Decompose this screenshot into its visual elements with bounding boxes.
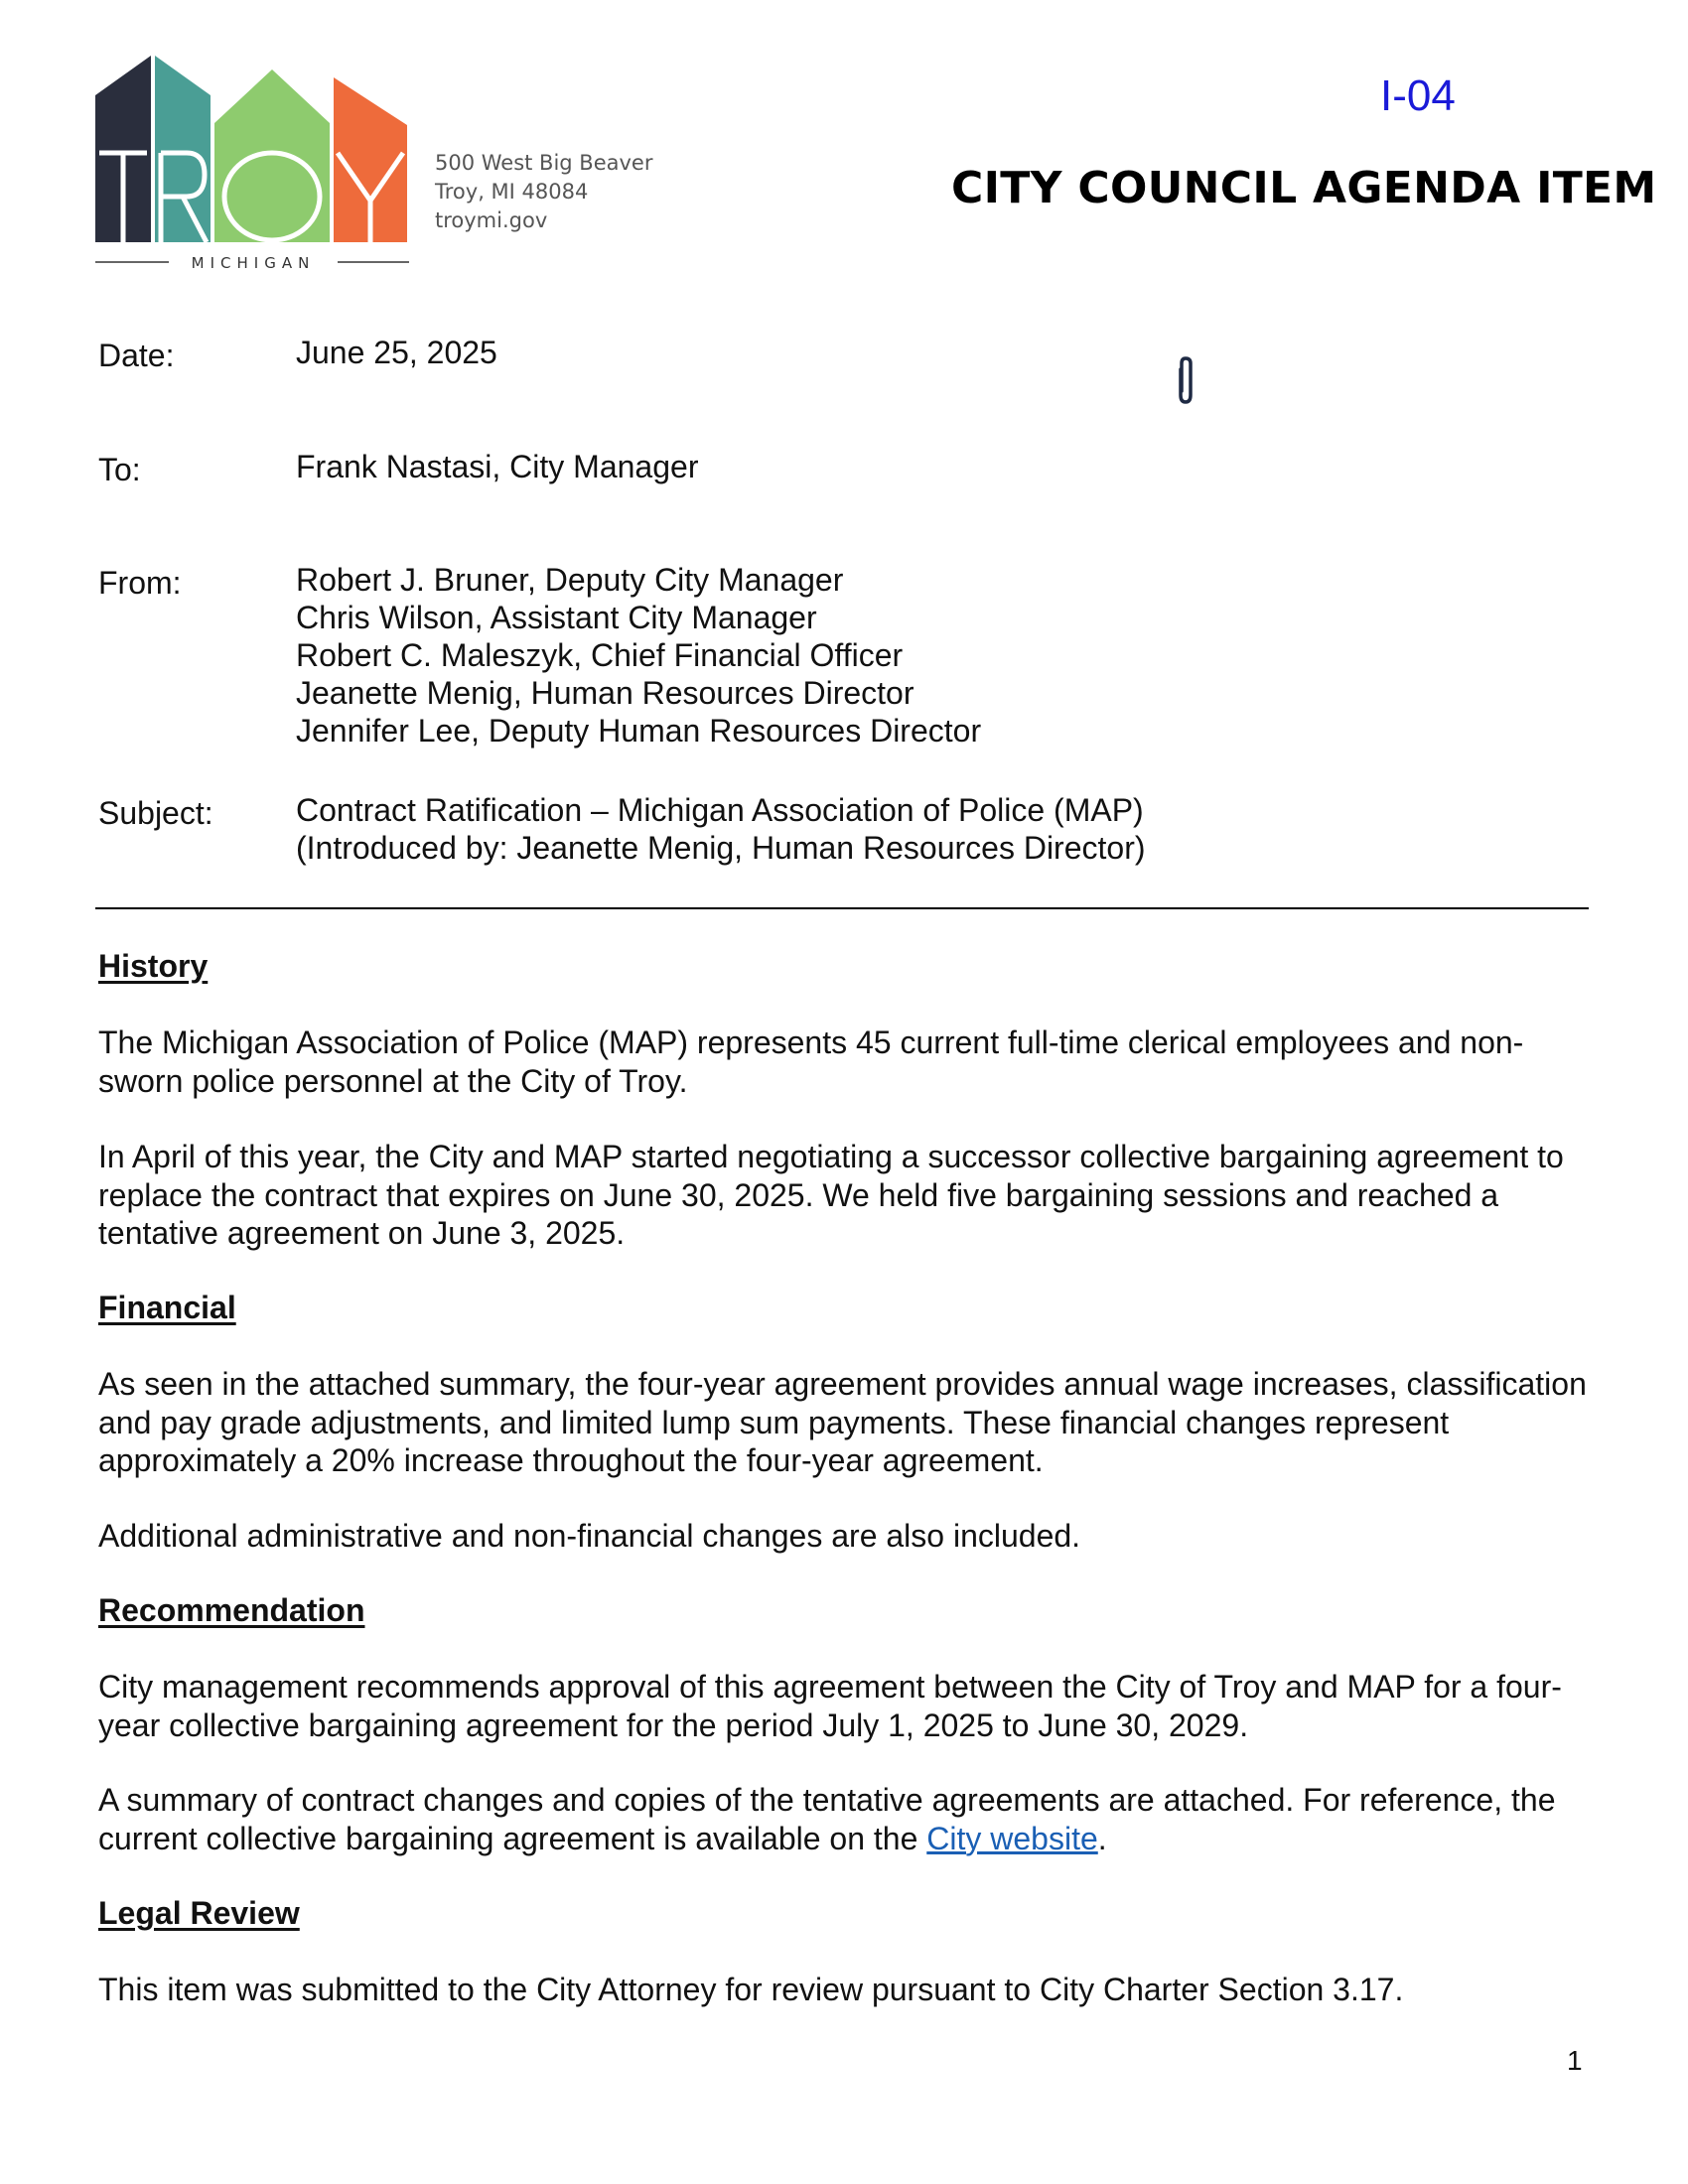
address-line: troymi.gov: [435, 208, 548, 232]
logo-state-text: MICHIGAN: [191, 254, 316, 272]
subject-label: Subject:: [98, 795, 213, 831]
from-label: From:: [98, 565, 182, 601]
section-heading-legal-review: Legal Review: [98, 1895, 300, 1931]
from-entry: Jeanette Menig, Human Resources Director: [296, 675, 914, 711]
address-line: Troy, MI 48084: [435, 180, 589, 204]
history-paragraph-2: In April of this year, the City and MAP started negotiating a successor collective bargaining agreement to replace the contract that expires on June 30, 2025. We held five bargaining sessions and reached a tentative agreement on June 3, 2025.: [98, 1139, 1564, 1251]
city-website-link[interactable]: City website: [926, 1820, 1098, 1856]
recommendation-text: A summary of contract changes and copies of the tentative agreements are attached. For reference, the current collective bargaining agreement is available on the: [98, 1782, 1556, 1856]
address-line: 500 West Big Beaver: [435, 151, 653, 175]
to-value: Frank Nastasi, City Manager: [296, 449, 699, 484]
from-list: [296, 561, 981, 750]
header-divider: [95, 907, 1589, 909]
subject-line: (Introduced by: Jeanette Menig, Human Resources Director): [296, 830, 1146, 866]
recommendation-text-end: .: [1097, 1820, 1107, 1856]
recommendation-paragraph-1: City management recommends approval of this agreement between the City of Troy and MAP for a four-year collective bargaining agreement for the period July 1, 2025 to June 30, 2029.: [98, 1669, 1562, 1743]
subject-line: Contract Ratification – Michigan Association of Police (MAP): [296, 792, 1144, 828]
from-entry: Jennifer Lee, Deputy Human Resources Director: [296, 713, 982, 749]
from-entry: Robert J. Bruner, Deputy City Manager: [296, 562, 844, 598]
subject-value: [296, 791, 1146, 867]
financial-paragraph-1: As seen in the attached summary, the four-year agreement provides annual wage increases, classification and pay grade adjustments, and limited lump sum payments. These financial changes represent approximately a 20% increase throughout the four-year agreement.: [98, 1366, 1587, 1478]
to-label: To:: [98, 452, 141, 487]
financial-paragraph-2: Additional administrative and non-financial changes are also included.: [98, 1518, 1081, 1554]
recommendation-paragraph-2: [98, 1781, 1598, 1857]
paperclip-icon[interactable]: [1175, 355, 1196, 410]
page-number: 1: [1567, 2045, 1583, 2076]
troy-logo: [95, 56, 413, 274]
section-heading-recommendation: Recommendation: [98, 1592, 365, 1628]
section-heading-financial: Financial: [98, 1290, 236, 1325]
address-block: [435, 149, 653, 235]
from-entry: Robert C. Maleszyk, Chief Financial Officer: [296, 637, 904, 673]
document-title: CITY COUNCIL AGENDA ITEM: [951, 163, 1657, 213]
section-heading-history: History: [98, 948, 209, 984]
date-label: Date:: [98, 338, 175, 373]
history-paragraph-1: The Michigan Association of Police (MAP) represents 45 current full-time clerical employees and non-sworn police personnel at the City of Troy.: [98, 1024, 1524, 1099]
legal-paragraph-1: This item was submitted to the City Attorney for review pursuant to City Charter Section 3.17.: [98, 1972, 1404, 2007]
date-value: June 25, 2025: [296, 335, 497, 370]
from-entry: Chris Wilson, Assistant City Manager: [296, 600, 817, 635]
agenda-item-number: I-04: [1380, 71, 1456, 120]
